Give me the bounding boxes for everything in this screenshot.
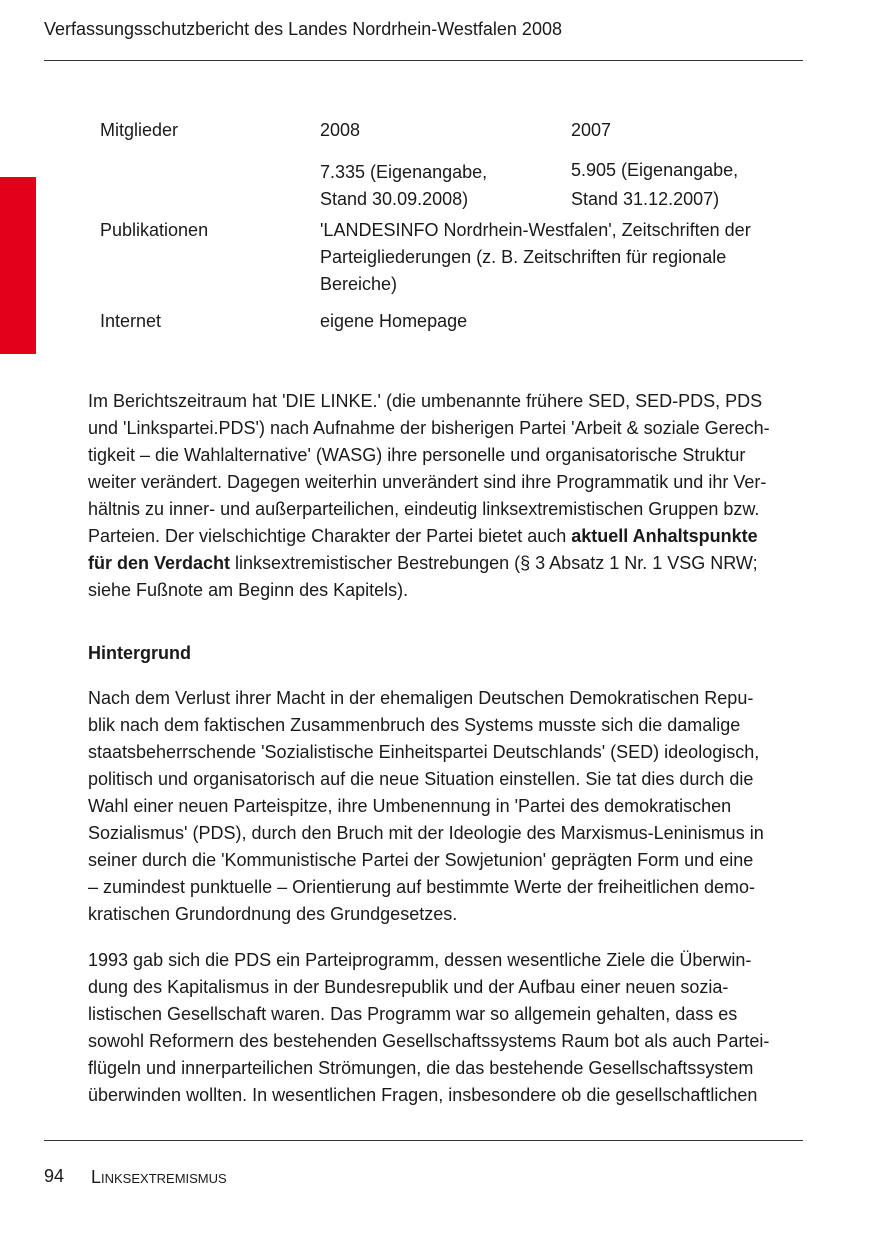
text-line: flügeln und innerparteilichen Strömungen, die das bestehende Gesellschaftssystem [88, 1058, 754, 1078]
chapter-initial: L [91, 1167, 102, 1187]
chapter-marker-tab [0, 177, 36, 354]
members-label: Mitglieder [100, 120, 179, 140]
text-line: Im Berichtszeitraum hat 'DIE LINKE.' (die umbenannte frühere SED, SED-PDS, PDS [88, 391, 763, 411]
text-line: 1993 gab sich die PDS ein Parteiprogramm, dessen wesentliche Ziele die Überwin- [88, 950, 752, 970]
text-line: staatsbeherrschende 'Sozialistische Einheitspartei Deutschlands' (SED) ideologisch, [88, 742, 760, 762]
header-rule [44, 60, 803, 61]
text-span: Parteien. Der vielschichtige Charakter der Partei bietet auch [88, 526, 572, 546]
text-line: dung des Kapitalismus in der Bundesrepublik und der Aufbau einer neuen sozia- [88, 977, 729, 997]
text-line: blik nach dem faktischen Zusammenbruch des Systems musste sich die damalige [88, 715, 741, 735]
text-line: überwinden wollten. In wesentlichen Fragen, insbesondere ob die gesellschaftlichen [88, 1085, 758, 1105]
text-line: politisch und organisatorisch auf die neue Situation einstellen. Sie tat dies durch die [88, 769, 754, 789]
year-previous: 2007 [571, 120, 612, 140]
internet-value: eigene Homepage [320, 311, 468, 331]
intro-paragraph [88, 388, 803, 604]
running-header: Verfassungsschutzbericht des Landes Nordrhein-Westfalen 2008 [44, 19, 562, 39]
text-line: sowohl Reformern des bestehenden Gesellschaftssystems Raum bot als auch Partei- [88, 1031, 770, 1051]
text-line: Nach dem Verlust ihrer Macht in der ehemaligen Deutschen Demokratischen Repu- [88, 688, 754, 708]
text-line: und 'Linkspartei.PDS') nach Aufnahme der bisherigen Partei 'Arbeit & soziale Gerech- [88, 418, 770, 438]
publications-label: Publikationen [100, 220, 209, 240]
members-current-line1: 7.335 (Eigenangabe, [320, 162, 488, 182]
text-span: linksextremistischer Bestrebungen (§ 3 Absatz 1 Nr. 1 VSG NRW; [230, 553, 758, 573]
background-paragraph-2 [88, 947, 803, 1109]
text-line: weiter verändert. Dagegen weiterhin unverändert sind ihre Programmatik und ihr Ver- [88, 472, 767, 492]
text-line: Sozialismus' (PDS), durch den Bruch mit der Ideologie des Marxismus-Leninismus in [88, 823, 764, 843]
publications-line2: Parteigliederungen (z. B. Zeitschriften für regionale [320, 247, 727, 267]
section-heading: Hintergrund [88, 643, 191, 663]
text-line: listischen Gesellschaft waren. Das Programm war so allgemein gehalten, dass es [88, 1004, 738, 1024]
text-line: siehe Fußnote am Beginn des Kapitels). [88, 580, 409, 600]
internet-label: Internet [100, 311, 162, 331]
text-line: kratischen Grundordnung des Grundgesetzes. [88, 904, 458, 924]
year-current: 2008 [320, 120, 361, 140]
text-line [88, 550, 803, 577]
text-line: – zumindest punktuelle – Orientierung auf bestimmte Werte der freiheitlichen demo- [88, 877, 756, 897]
emphasis-text: aktuell Anhaltspunkte [571, 526, 758, 546]
page-number: 94 [44, 1166, 65, 1186]
text-line [88, 523, 803, 550]
chapter-title [91, 1165, 227, 1191]
members-previous-line2: Stand 31.12.2007) [571, 189, 720, 209]
background-paragraph-1 [88, 685, 803, 928]
footer-rule [44, 1140, 803, 1141]
publications-line3: Bereiche) [320, 274, 398, 294]
text-line: Wahl einer neuen Parteispitze, ihre Umbenennung in 'Partei des demokratischen [88, 796, 732, 816]
publications-line1: 'LANDESINFO Nordrhein-Westfalen', Zeitschriften der [320, 220, 751, 240]
members-current-line2: Stand 30.09.2008) [320, 189, 469, 209]
text-line: seiner durch die 'Kommunistische Partei der Sowjetunion' geprägten Form und eine [88, 850, 754, 870]
chapter-rest: INKSEXTREMISMUS [101, 1171, 227, 1186]
members-previous-line1: 5.905 (Eigenangabe, [571, 160, 739, 180]
emphasis-text: für den Verdacht [88, 553, 231, 573]
text-line: tigkeit – die Wahlalternative' (WASG) ihre personelle und organisatorische Struktur [88, 445, 746, 465]
text-line: hältnis zu inner- und außerparteilichen, eindeutig linksextremistischen Gruppen bzw. [88, 499, 760, 519]
